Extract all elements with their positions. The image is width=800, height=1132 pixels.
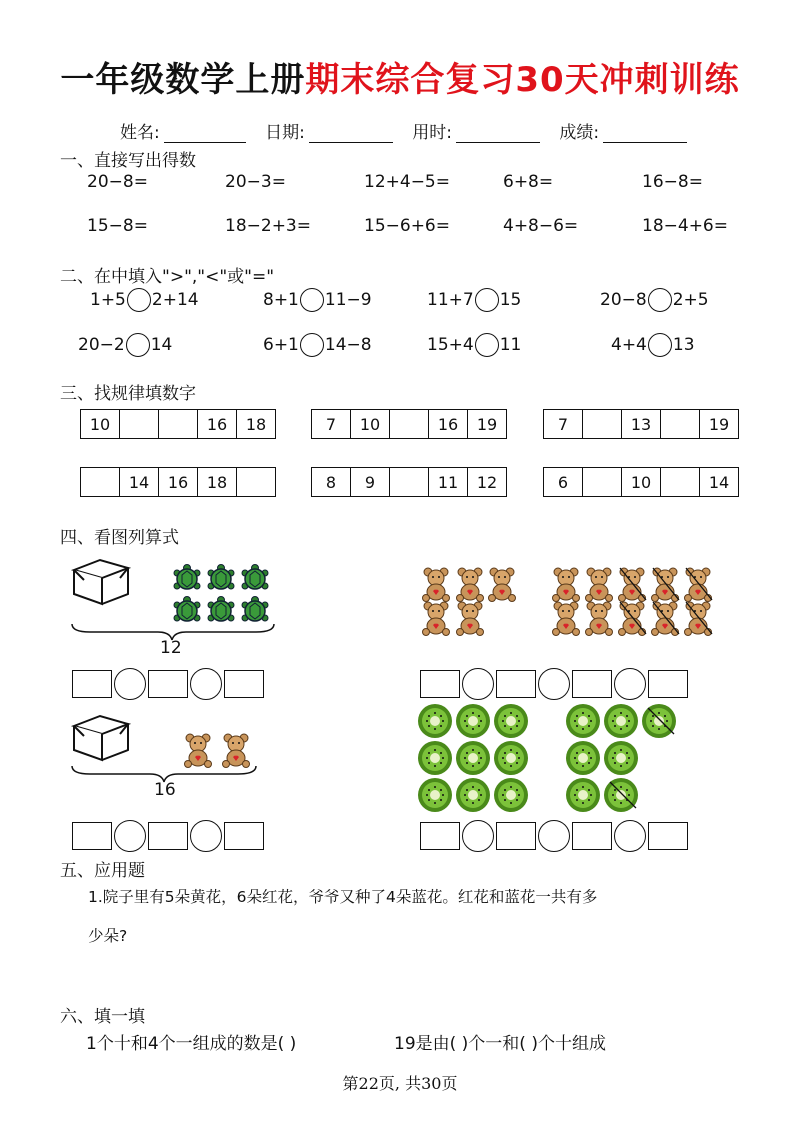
section-6-heading: 六、填一填 (60, 1007, 145, 1027)
seq-cell[interactable]: 19 (468, 410, 507, 439)
seq-cell[interactable] (120, 410, 159, 439)
s1-item: 18−2+3= (225, 216, 311, 236)
operator-circle[interactable] (190, 668, 222, 700)
answer-box[interactable] (496, 670, 536, 698)
bears-picture (420, 566, 522, 638)
seq-cell[interactable] (237, 468, 276, 497)
seq-cell[interactable] (583, 410, 622, 439)
compare-circle[interactable] (648, 288, 672, 312)
seq-cell[interactable] (583, 468, 622, 497)
s1-item: 20−3= (225, 172, 286, 192)
answer-row (72, 820, 264, 852)
seq-cell[interactable]: 13 (622, 410, 661, 439)
box-icon (70, 712, 140, 768)
page-footer: 第22页, 共30页 (342, 1074, 458, 1093)
crossed-kiwis-picture (566, 704, 682, 814)
answer-box[interactable] (572, 822, 612, 850)
seq-cell[interactable]: 19 (700, 410, 739, 439)
answer-box[interactable] (420, 822, 460, 850)
seq-cell[interactable]: 8 (312, 468, 351, 497)
answer-box[interactable] (72, 670, 112, 698)
total-label: 12 (160, 638, 182, 658)
answer-box[interactable] (648, 670, 688, 698)
answer-box[interactable] (148, 822, 188, 850)
seq-cell[interactable]: 14 (700, 468, 739, 497)
answer-box[interactable] (420, 670, 460, 698)
operator-circle[interactable] (114, 820, 146, 852)
page-title (0, 52, 800, 101)
seq-cell[interactable] (390, 410, 429, 439)
total-label: 16 (154, 780, 176, 800)
score-label: 成绩: (559, 123, 600, 143)
seq-cell[interactable]: 6 (544, 468, 583, 497)
compare-circle[interactable] (475, 333, 499, 357)
word-problem-line1: 1.院子里有5朵黄花，6朵红花，爷爷又种了4朵蓝花。红花和蓝花一共有多 (88, 888, 598, 906)
sequence-table (80, 467, 276, 497)
s1-item: 15−8= (87, 216, 148, 236)
seq-cell[interactable]: 16 (198, 410, 237, 439)
operator-circle[interactable] (190, 820, 222, 852)
operator-circle[interactable] (538, 668, 570, 700)
answer-row (420, 820, 688, 852)
title-black: 一年级数学上册 (60, 60, 306, 100)
seq-cell[interactable]: 14 (120, 468, 159, 497)
seq-cell[interactable]: 7 (544, 410, 583, 439)
compare-item: 1+5 2+14 (90, 290, 199, 310)
time-blank[interactable] (456, 124, 540, 143)
seq-cell[interactable] (661, 410, 700, 439)
seq-cell[interactable] (661, 468, 700, 497)
box-icon (70, 556, 140, 612)
sequence-table (543, 467, 739, 497)
sequence-table (543, 409, 739, 439)
s1-item: 12+4−5= (364, 172, 450, 192)
compare-item: 20−2 14 (78, 335, 173, 355)
sequence-table (311, 467, 507, 497)
compare-circle[interactable] (648, 333, 672, 357)
word-problem-line2: 少朵? (88, 927, 128, 945)
compare-item: 6+1 14−8 (263, 335, 372, 355)
section-3-heading: 三、找规律填数字 (60, 384, 196, 404)
s1-item: 16−8= (642, 172, 703, 192)
turtles-picture (170, 564, 276, 628)
section-4-heading: 四、看图列算式 (60, 528, 179, 548)
s1-item: 6+8= (503, 172, 554, 192)
seq-cell[interactable]: 9 (351, 468, 390, 497)
section-1-heading: 一、直接写出得数 (60, 151, 196, 171)
answer-box[interactable] (224, 822, 264, 850)
seq-cell[interactable]: 16 (429, 410, 468, 439)
answer-box[interactable] (572, 670, 612, 698)
answer-box[interactable] (648, 822, 688, 850)
crossed-bears-picture (550, 566, 718, 638)
answer-row (420, 668, 688, 700)
s1-item: 20−8= (87, 172, 148, 192)
compare-item: 8+1 11−9 (263, 290, 372, 310)
date-label: 日期: (265, 123, 305, 143)
section-5-heading: 五、应用题 (60, 861, 145, 881)
fill-question-2: 19是由( )个一和( )个十组成 (394, 1034, 606, 1054)
compare-circle[interactable] (300, 333, 324, 357)
seq-cell[interactable]: 11 (429, 468, 468, 497)
compare-item: 15+4 11 (427, 335, 522, 355)
seq-cell[interactable]: 18 (198, 468, 237, 497)
time-label: 用时: (412, 123, 453, 143)
seq-cell[interactable] (159, 410, 198, 439)
compare-circle[interactable] (127, 288, 151, 312)
sequence-table (311, 409, 507, 439)
operator-circle[interactable] (114, 668, 146, 700)
s1-item: 15−6+6= (364, 216, 450, 236)
seq-cell[interactable]: 10 (81, 410, 120, 439)
info-line (120, 118, 701, 143)
seq-cell[interactable]: 16 (159, 468, 198, 497)
seq-cell[interactable]: 10 (351, 410, 390, 439)
seq-cell[interactable] (390, 468, 429, 497)
sequence-table (80, 409, 276, 439)
section-2-heading: 二、在中填入">","<"或"=" (60, 267, 275, 287)
seq-cell[interactable]: 12 (468, 468, 507, 497)
seq-cell[interactable]: 18 (237, 410, 276, 439)
compare-circle[interactable] (126, 333, 150, 357)
kiwis-picture (418, 704, 534, 814)
answer-box[interactable] (72, 822, 112, 850)
s1-item: 4+8−6= (503, 216, 579, 236)
compare-circle[interactable] (300, 288, 324, 312)
name-label: 姓名: (120, 123, 160, 143)
score-blank[interactable] (603, 124, 687, 143)
answer-row (72, 668, 264, 700)
name-blank[interactable] (164, 124, 246, 143)
compare-item: 20−8 2+5 (600, 290, 709, 310)
operator-circle[interactable] (538, 820, 570, 852)
operator-circle[interactable] (462, 820, 494, 852)
date-blank[interactable] (309, 124, 393, 143)
s1-item: 18−4+6= (642, 216, 728, 236)
compare-item: 4+4 13 (611, 335, 695, 355)
seq-cell[interactable]: 10 (622, 468, 661, 497)
seq-cell[interactable]: 7 (312, 410, 351, 439)
operator-circle[interactable] (614, 820, 646, 852)
fill-question-1: 1个十和4个一组成的数是( ) (86, 1034, 297, 1054)
compare-circle[interactable] (475, 288, 499, 312)
title-red: 期末综合复习30天冲刺训练 (305, 60, 740, 100)
compare-item: 11+7 15 (427, 290, 522, 310)
operator-circle[interactable] (462, 668, 494, 700)
answer-box[interactable] (496, 822, 536, 850)
seq-cell[interactable] (81, 468, 120, 497)
answer-box[interactable] (148, 670, 188, 698)
answer-box[interactable] (224, 670, 264, 698)
operator-circle[interactable] (614, 668, 646, 700)
